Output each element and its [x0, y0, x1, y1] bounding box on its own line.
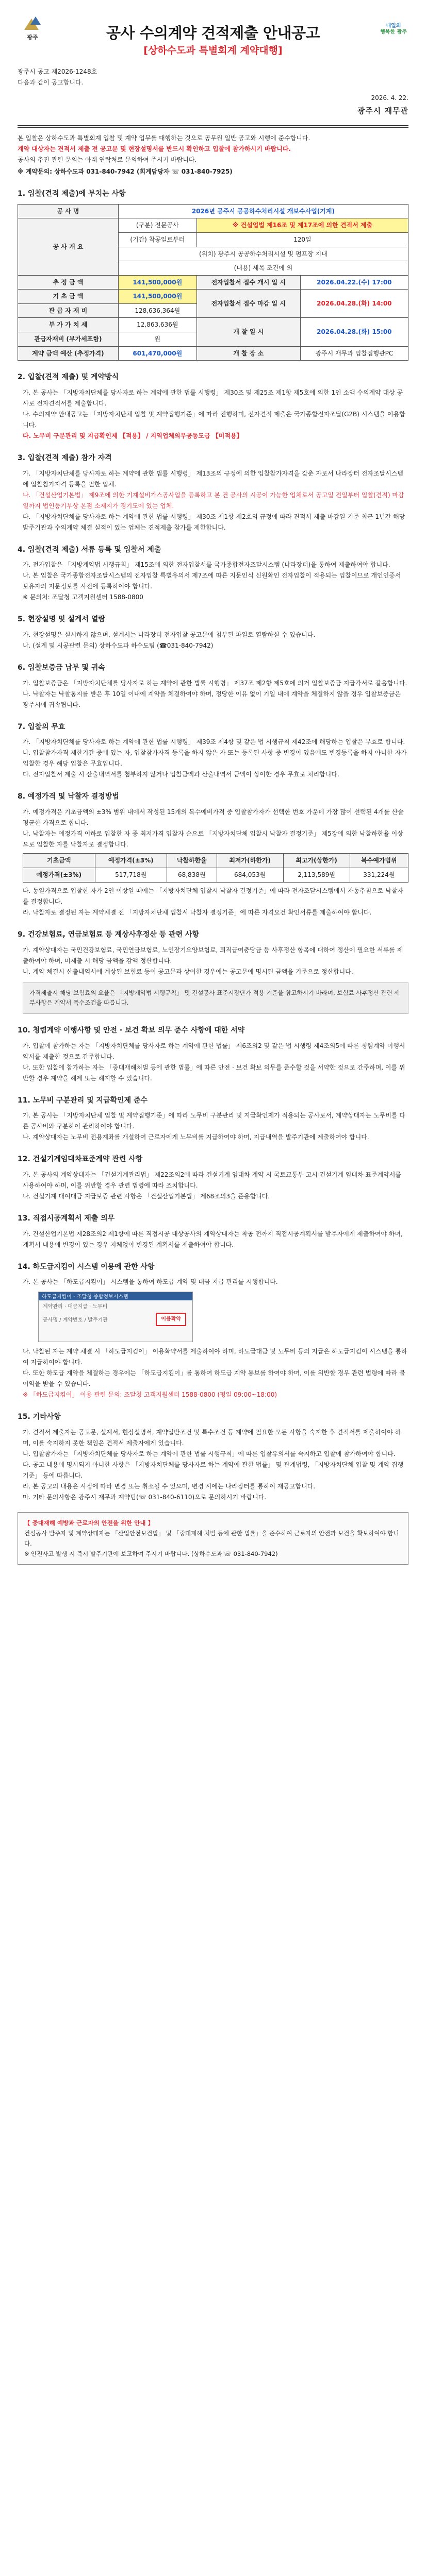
section-title: 1. 입찰(견적 제출)에 부치는 사항	[18, 190, 126, 198]
cell-label: 개 찰 장 소	[196, 346, 300, 361]
section-body	[18, 387, 408, 442]
section-title: 9. 건강보험료, 연금보험료 등 계상사후정산 등 관련 사항	[18, 930, 200, 939]
cell-value: (내용) 세목 조건에 의	[118, 261, 408, 276]
section-body	[18, 468, 408, 533]
cell-label: 추 정 금 액	[18, 275, 119, 290]
note-title: 【 중대재해 예방과 근로자의 안전을 위한 안내 】	[24, 1519, 154, 1527]
date-block	[18, 93, 408, 117]
note-line: ※ 안전사고 발생 시 즉시 발주기관에 보고하여 주시기 바랍니다. (상하수도과 ☏ 031-840-7942)	[24, 1550, 278, 1558]
section-title: 2. 입찰(견적 제출) 및 계약방식	[18, 373, 119, 382]
price-header: 복수예가범위	[350, 854, 408, 868]
body-line: 나. 낙찰자는 낙찰통지를 받은 후 10일 이내에 계약을 체결하여야 하며, 정당한 이유 없이 기일 내에 계약을 체결하지 않을 경우 입찰보증금은 광주시에 귀속됩니다.	[23, 690, 401, 708]
cell-value: 120일	[196, 232, 408, 247]
section-body	[18, 1277, 408, 1400]
body-line: 가. 예정가격은 기초금액의 ±3% 범위 내에서 작성된 15개의 복수예비가격 중 입찰참가자가 선택한 번호 가운데 가장 많이 선택된 4개를 산술평균한 가격으로 합니다.	[23, 808, 404, 827]
section-title: 13. 직접시공계획서 제출 의무	[18, 1214, 115, 1223]
body-line: 나. 건설기계 대여대금 지급보증 관련 사항은 「건설산업기본법」 제68조의3을 준용합니다.	[23, 1192, 270, 1200]
intro-inquiry: ※ 계약문의: 상하수도과 031-840-7942 (회계담당자 ☏ 031-840-7925)	[18, 168, 233, 176]
body-line: 가. 견적서 제출자는 공고문, 설계서, 현장설명서, 계약일반조건 및 특수조건 등 계약에 필요한 모든 사항을 숙지한 후 견적서를 제출하여야 하며, 이를 숙지하지 못한 책임은 견적서 제출자에게 있습니다.	[23, 1428, 401, 1447]
section-body	[18, 678, 408, 710]
price-header: 예정가격(±3%)	[95, 854, 167, 868]
price-header: 최저가(하한가)	[217, 854, 283, 868]
body-line: ※ 「하도급지킴이」 이용 관련 문의: 조달청 고객지원센터 1588-0800 (평일 09:00~18:00)	[23, 1391, 277, 1399]
bid-end: 2026.04.28.(화) 14:00	[300, 290, 408, 318]
section-body	[18, 737, 408, 780]
price-row-label: 예정가격(±3%)	[23, 868, 95, 883]
header	[18, 14, 408, 64]
cell-label: 공 사 명	[18, 204, 119, 218]
city-slogan	[379, 14, 408, 44]
cell-label: 기 초 금 액	[18, 290, 119, 304]
note-line: 건설공사 발주자 및 계약상대자는 「산업안전보건법」 및 「중대재해 처벌 등에 관한 법률」을 준수하여 근로자의 안전과 보건을 확보하여야 합니다.	[24, 1530, 399, 1548]
intro-block	[18, 133, 408, 177]
body-line: ※ 문의처: 조달청 고객지원센터 1588-0800	[23, 594, 143, 601]
intro-line: 계약 대상자는 견적서 제출 전 공고문 및 현장설명서를 반드시 확인하고 입찰에 참가하시기 바랍니다.	[18, 145, 291, 153]
price-header: 낙찰하한율	[167, 854, 217, 868]
body-line: 가. 계약상대자는 국민건강보험료, 국민연금보험료, 노인장기요양보험료, 퇴직급여충당금 등 사후정산 항목에 대하여 정산에 필요한 서류를 제출하여야 하며, 미제출 시 해당 금액을 감액 정산합니다.	[23, 946, 403, 964]
body-line: 가. 건설산업기본법 제28조의2 제1항에 따른 직접시공 대상공사의 계약상대자는 착공 전까지 직접시공계획서를 발주자에게 제출하여야 하며, 계획서 내용에 변경이 있는 경우 지체없이 변경된 계획서를 제출하여야 합니다.	[23, 1230, 403, 1248]
body-line: 가. 전자입찰은 「지방계약법 시행규칙」 제15조에 의한 전자입찰서를 국가종합전자조달시스템 (나라장터)을 통하여 제출하여야 합니다.	[23, 561, 390, 569]
screenshot-button: 이용확약	[156, 1313, 186, 1326]
section-title: 14. 하도급지킴이 시스템 이용에 관한 사항	[18, 1262, 155, 1271]
body-line: 나. 계약상대자는 노무비 전용계좌를 개설하여 근로자에게 노무비를 지급하여야 하며, 지급내역을 발주기관에 제출하여야 합니다.	[23, 1133, 369, 1141]
notice-subtext: 다음과 같이 공고합니다.	[18, 78, 84, 86]
price-table-wrap	[18, 853, 408, 883]
system-screenshot	[38, 1292, 193, 1342]
body-line: 가. 「지방자치단체를 당사자로 하는 계약에 관한 법률 시행령」 제13조의 규정에 의한 입찰참가자격을 갖춘 자로서 나라장터 전자조달시스템에 입찰참가자격 등록을 필한 업체.	[23, 469, 403, 488]
section-title: 12. 건설기계임대차표준계약 관련 사항	[18, 1155, 143, 1164]
gray-note-box: 가격제출시 해당 보험료의 요율은 「지방계약법 시행규칙」 및 건설공사 표준시장단가 적용 기준을 참고하시기 바라며, 보험료 사후정산 관련 세부사항은 계약서 특수조건을 따릅니다.	[23, 982, 408, 1014]
body-line: 라. 낙찰자로 결정된 자는 계약체결 전 「지방자치단체 입찰시 낙찰자 결정기준」에 따른 자격요건 확인서류를 제출하여야 합니다.	[23, 909, 372, 917]
price-cell: 2,113,589원	[283, 868, 350, 883]
body-line: 라. 본 공고의 내용은 사정에 따라 변경 또는 취소될 수 있으며, 변경 시에는 나라장터를 통하여 재공고합니다.	[23, 1482, 316, 1490]
section-title: 8. 예정가격 및 낙찰자 결정방법	[18, 792, 119, 801]
price-header: 최고가(상한가)	[283, 854, 350, 868]
body-line: 나. 또한 입찰에 참가하는 자는 「중대재해처벌 등에 관한 법률」에 따른 안전 · 보건 확보 의무를 준수할 것을 서약한 것으로 간주하며, 이를 위반할 경우 계약을 해제 또는 해지할 수 있습니다.	[23, 1063, 405, 1082]
estimate-value: 141,500,000원	[118, 275, 196, 290]
open-date: 2026.04.28.(화) 15:00	[300, 318, 408, 346]
body-line: 나. 입찰참가자는 「지방자치단체를 당사자로 하는 계약에 관한 법률 시행규칙」에 따른 입찰유의서를 숙지하고 입찰에 참가하여야 합니다.	[23, 1450, 396, 1458]
section-body	[18, 886, 408, 918]
section-body	[18, 1427, 408, 1503]
body-line: 가. 본 공사의 계약상대자는 「건설기계관리법」 제22조의2에 따라 건설기계 임대차 계약 시 국토교통부 고시 건설기계 임대차 표준계약서를 사용하여야 하며, 이를 위반할 경우 관련 법령에 따라 조치합니다.	[23, 1171, 401, 1189]
cell-value: (위치) 광주시 공공하수처리시설 및 펌프장 지내	[118, 247, 408, 261]
cell-label: 계약 금액 예산 (추정가격)	[18, 346, 119, 361]
screenshot-titlebar: 하도급지킴이 - 조달청 종합정보시스템	[39, 1292, 192, 1300]
screenshot-row: 공사명 / 계약번호 / 발주기관	[43, 1317, 108, 1323]
body-line: 다. 또한 하도급 계약을 체결하는 경우에는 「하도급지킴이」를 통하여 하도급 계약 통보를 하여야 하며, 이를 위반할 경우 관련 법령에 따라 불이익을 받을 수 있습니다.	[23, 1369, 405, 1388]
price-table	[23, 853, 408, 883]
body-line: 가. 본 공사는 「하도급지킴이」 시스템을 통하여 하도급 계약 및 대금 지급 관리를 시행합니다.	[23, 1278, 278, 1286]
cell-label: 전자입찰서 접수 개시 일 시	[196, 275, 300, 290]
section-title: 11. 노무비 구분관리 및 지급확인제 준수	[18, 1096, 148, 1105]
body-line: 나. 수의계약 안내공고는 「지방자치단체 입찰 및 계약집행기준」에 따라 진행하며, 전자견적 제출은 국가종합전자조달(G2B) 시스템을 이용합니다.	[23, 410, 405, 429]
body-line: 마. 기타 문의사항은 광주시 재무과 계약팀(☏ 031-840-6110)으로 문의하시기 바랍니다.	[23, 1493, 267, 1501]
logo-text: 광주	[27, 34, 38, 41]
intro-line: 공사의 추진 관련 문의는 아래 연락처로 문의하여 주시기 바랍니다.	[18, 156, 197, 164]
cell-label: 관급자재비 (부가세포함)	[18, 332, 119, 347]
cell-value: 12,863,636원	[118, 318, 196, 332]
body-line: 다. 공고 내용에 명시되지 아니한 사항은 「지방자치단체를 당사자로 하는 계약에 관한 법률」 및 관계법령, 「지방자치단체 입찰 및 계약 집행기준」 등에 따릅니다.	[23, 1461, 404, 1479]
cell-value: 128,636,364원	[118, 303, 196, 318]
body-line: 다. 전자입찰서 제출 시 산출내역서를 첨부하지 않거나 입찰금액과 산출내역서 금액이 상이한 경우 무효로 처리합니다.	[23, 771, 339, 778]
section-body	[18, 945, 408, 1014]
budget-value: 601,470,000원	[118, 346, 196, 361]
price-cell: 68,838원	[167, 868, 217, 883]
section-title: 5. 현장설명 및 설계서 열람	[18, 615, 105, 624]
safety-note-box	[18, 1512, 408, 1565]
section-body	[18, 1229, 408, 1250]
body-line: 가. 본 공사는 「지방자치단체를 당사자로 하는 계약에 관한 법률 시행령」 제30조 및 제25조 제1항 제5호에 의한 1인 소액 수의계약 대상 공사로 전자견적서를 제출합니다.	[23, 388, 403, 407]
page-title: 공사 수의계약 견적제출 안내공고	[106, 24, 320, 42]
body-line: 다. 동일가격으로 입찰한 자가 2인 이상일 때에는 「지방자치단체 입찰시 낙찰자 결정기준」에 따라 전자조달시스템에서 자동추첨으로 낙찰자를 결정합니다.	[23, 887, 404, 906]
bid-info-table	[18, 204, 408, 361]
body-line: 가. 「지방자치단체를 당사자로 하는 계약에 관한 법률 시행령」 제39조 제4항 및 같은 법 시행규칙 제42조에 해당하는 입찰은 무효로 합니다.	[23, 738, 405, 746]
price-cell: 684,053원	[217, 868, 283, 883]
body-line: 다. 「지방자치단체를 당사자로 하는 계약에 관한 법률 시행령」 제30조 제1항 제2호의 규정에 따라 견적서 제출 마감일 기준 최근 1년간 해당 발주기관과 수의계약 체결 실적이 있는 업체는 견적제출 참가를 제한합니다.	[23, 513, 405, 531]
cell-label: 전자입찰서 접수 마감 일 시	[196, 290, 300, 318]
cell-label: 공 사 개 요	[18, 218, 119, 275]
body-line: 나. 낙찰자는 예정가격 이하로 입찰한 자 중 최저가격 입찰자 순으로 「지방자치단체 입찰시 낙찰자 결정기준」 제5장에 의한 낙찰하한율 이상으로 입찰한 자를 낙찰자로 결정합니다.	[23, 830, 403, 849]
body-line: 가. 현장설명은 실시하지 않으며, 설계서는 나라장터 전자입찰 공고문에 첨부된 파일로 열람하실 수 있습니다.	[23, 631, 316, 638]
body-line: 나. (설계 및 시공관련 문의) 상하수도과 하수도팀 (☎031-840-7942)	[23, 642, 214, 649]
body-line: 나. 낙찰된 자는 계약 체결 시 「하도급지킴이」 이용확약서를 제출하여야 하며, 하도급대금 및 노무비 등의 지급은 하도급지킴이 시스템을 통하여 지급하여야 합니다.	[23, 1348, 407, 1366]
section-body	[18, 807, 408, 850]
section-title: 7. 입찰의 무효	[18, 722, 65, 731]
section-body	[18, 1110, 408, 1143]
section-title: 10. 청렴계약 이행사항 및 안전 · 보건 확보 의무 준수 사항에 대한 서약	[18, 1026, 245, 1035]
section-body	[18, 1041, 408, 1084]
screenshot-row: 계약관리 · 대금지급 · 노무비	[43, 1304, 108, 1310]
section-body	[18, 630, 408, 651]
cell-value: ※ 건설업법 제16조 및 제17조에 의한 견적서 제출	[196, 218, 408, 233]
cell-label: (구분) 전문공사	[118, 218, 196, 233]
section-title: 15. 기타사항	[18, 1413, 61, 1421]
price-cell: 331,224원	[350, 868, 408, 883]
body-line: 나. 「건설산업기본법」 제9조에 의한 기계설비가스공사업을 등록하고 본 건 공사의 시공이 가능한 업체로서 공고일 전일부터 입찰(견적) 마감일까지 법인등기부상 본점 소재지가 경기도에 있는 업체.	[23, 491, 404, 510]
body-line: 나. 본 입찰은 국가종합전자조달시스템의 전자입찰 특별유의서 제7조에 따른 지문인식 신원확인 전자입찰이 적용되는 입찰이므로 개인인증서 보유자의 지문정보를 사전에 등록하여야 합니다.	[23, 572, 401, 590]
base-value: 141,500,000원	[118, 290, 196, 304]
notice-date: 2026. 4. 22.	[371, 94, 408, 102]
price-cell: 517,718원	[95, 868, 167, 883]
cell-label: 개 찰 일 시	[196, 318, 300, 346]
divider	[18, 125, 408, 128]
body-line: 나. 입찰참가자격 제한기간 중에 있는 자, 입찰참가자격 등록을 하지 않은 자 또는 등록된 사항 중 변경이 있음에도 변경등록을 하지 아니한 자가 입찰한 경우 해당 입찰은 무효입니다.	[23, 749, 407, 768]
section-body	[18, 560, 408, 603]
body-line: 가. 입찰에 참가하는 자는 「지방자치단체를 당사자로 하는 계약에 관한 법률」 제6조의2 및 같은 법 시행령 제4조의5에 따른 청렴계약 이행서약서를 제출한 것으로 간주합니다.	[23, 1042, 405, 1060]
body-line: 가. 입찰보증금은 「지방자치단체를 당사자로 하는 계약에 관한 법률 시행령」 제37조 제2항 제5호에 의거 입찰보증금 지급각서로 갈음합니다.	[23, 679, 407, 687]
project-name: 2026년 공주시 공공하수처리시설 개보수사업(기계)	[118, 204, 408, 218]
slogan-line-2: 행복한 광주	[380, 29, 407, 35]
section-body	[18, 1170, 408, 1202]
slogan-line-1: 내일의	[386, 23, 401, 29]
bid-start: 2026.04.22.(수) 17:00	[300, 275, 408, 290]
intro-line: 본 입찰은 상하수도과 특별회계 입찰 및 계약 업무를 대행하는 것으로 공무원 일반 공고와 시행에 준수합니다.	[18, 134, 310, 142]
body-line: 가. 본 공사는 「지방자치단체 입찰 및 계약집행기준」에 따라 노무비 구분관리 및 지급확인제가 적용되는 공사로서, 계약상대자는 노무비를 다른 공사비와 구분하여 관리하여야 합니다.	[23, 1112, 405, 1130]
body-line: 다. 노무비 구분관리 및 지급확인제 【적용】 / 지역업체의무공동도급 【미적용】	[23, 432, 243, 439]
price-header: 기초금액	[23, 854, 95, 868]
issuing-org: 광주시 재무관	[357, 106, 408, 115]
page-subtitle: [상하수도과 특별회계 계약대행]	[143, 45, 283, 56]
cell-value: 원	[118, 332, 196, 347]
section-title: 6. 입찰보증금 납부 및 귀속	[18, 664, 105, 672]
body-line: 나. 계약 체결시 산출내역서에 계상된 보험료 등이 공고문과 상이한 경우에는 공고문에 명시된 금액을 기준으로 정산합니다.	[23, 968, 353, 975]
section-title: 4. 입찰(견적 제출) 서류 등록 및 입찰서 제출	[18, 545, 161, 554]
section-title: 3. 입찰(견적 제출) 참가 자격	[18, 453, 112, 462]
notice-number: 광주시 공고 제2026-1248호	[18, 68, 97, 75]
cell-label: 부 가 가 치 세	[18, 318, 119, 332]
open-place: 광주시 재무과 입찰집행관PC	[300, 346, 408, 361]
cell-label: (기간) 착공일로부터	[118, 232, 196, 247]
cell-label: 관 급 자 재 비	[18, 303, 119, 318]
